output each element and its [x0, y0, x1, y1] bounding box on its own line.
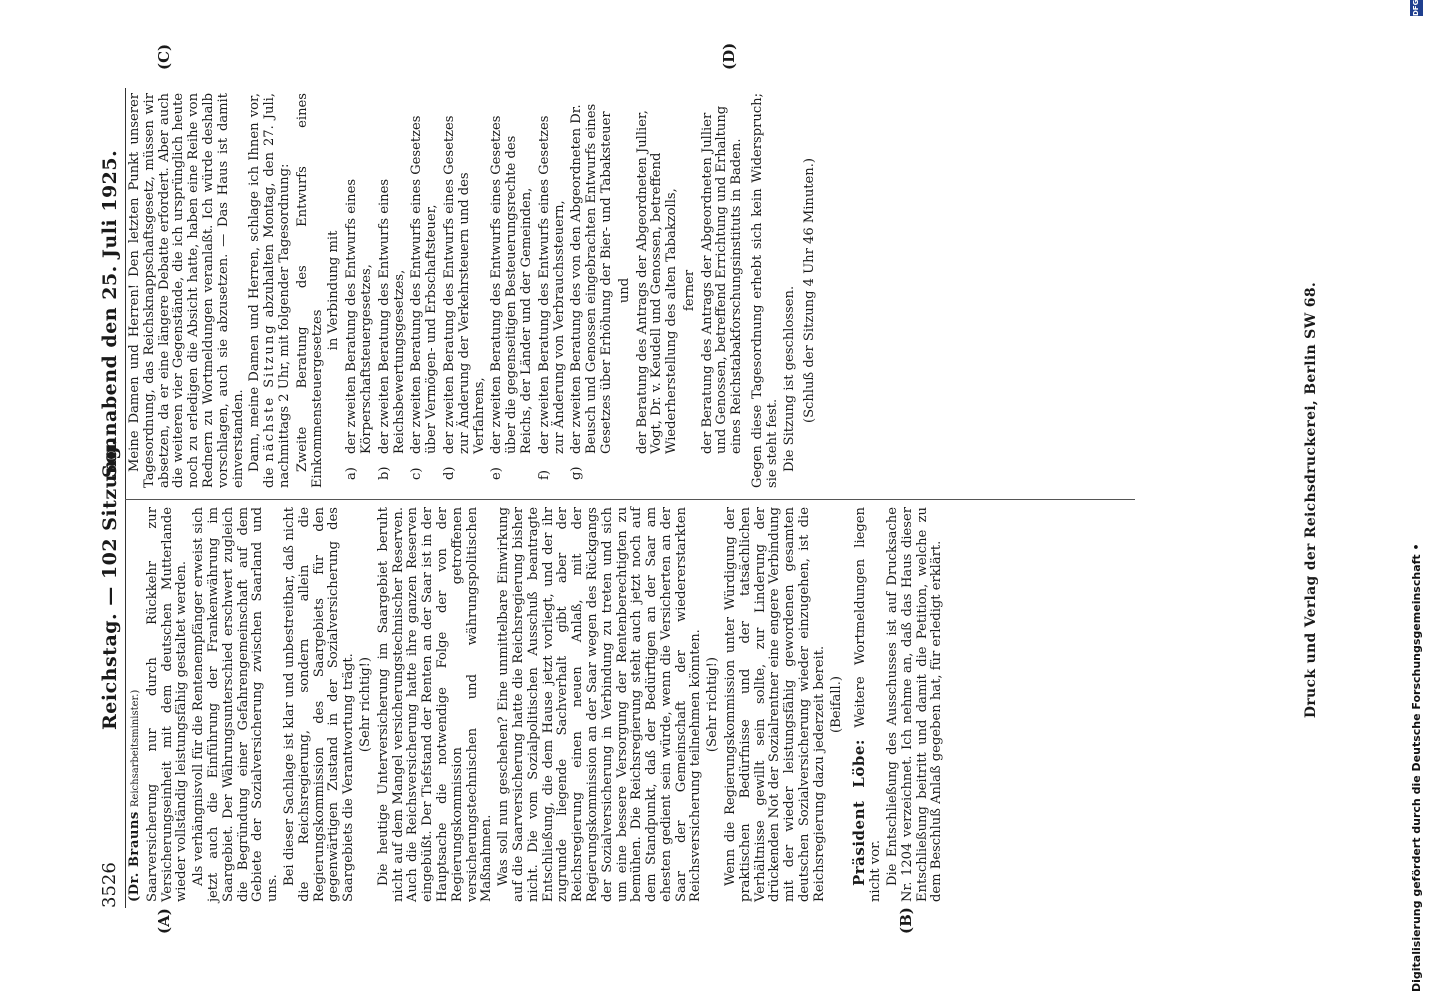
dfg-logo: DFG	[1410, 0, 1423, 16]
running-title: Reichstag. — 102 Sitzung.	[99, 438, 121, 730]
agenda-item-text: der zweiten Beratung des Entwurfs eines Gesetzes zur Änderung von Verbrauchssteuern,	[536, 115, 567, 454]
president-remark	[852, 507, 884, 902]
agenda-item	[570, 93, 614, 488]
agenda-item	[378, 93, 408, 488]
next-session-paragraph	[248, 93, 292, 488]
paragraph: Meine Damen und Herren! Den letzten Punkt unserer Tagesordnung, das Reichsknappschaftsgesetz, müssen wir absetzen, da er eine längere Debatte erfordert. Aber auch die weiteren vier Gegenstände, die ich ursprünglich heute noch zu erledigen die Absicht hatte, haben eine Reihe von Rednern zu Wortmeldungen veranlaßt. Ich würde deshalb vorschlagen, auch sie abzusetzen. — Das Haus ist damit einverstanden.	[127, 93, 246, 488]
agenda-item-marker: f)	[536, 470, 552, 480]
agenda-items	[345, 93, 615, 488]
agenda-item-text: der zweiten Beratung des Entwurfs eines Gesetzes über Vermögen- und Erbschaftsteuer,	[409, 115, 440, 454]
text-run: abzuhalten Montag, den 27. Juli, nachmittags 2 Uhr, mit folgender Tagesordnung:	[262, 92, 292, 488]
agenda-item-marker: d)	[441, 466, 457, 480]
president-name: Präsident Löbe:	[850, 739, 869, 886]
margin-mark-b: (B)	[897, 907, 915, 934]
paragraph: Bei dieser Sachlage ist klar und unbestreitbar, daß nicht die Reichsregierung, sondern allein die Regierungskommission des Saargebiets für den gegenwärtigen Zustand in der Sozialversicherung des Saargebiets die Verantwortung trägt.	[281, 507, 357, 902]
agenda-item-marker: b)	[376, 466, 392, 480]
margin-mark-c: (C)	[155, 43, 173, 70]
agenda	[296, 93, 745, 488]
agenda-extra: der Beratung des Antrags der Abgeordneten Jullier, Vogt, Dr. v. Keudell und Genossen, betreffend Wiederherstellung des alten Tabakzolls,	[634, 110, 680, 454]
agenda-item-text: der zweiten Beratung des Entwurfs eines Körperschaftsteuergesetzes,	[344, 178, 374, 454]
page-number: 3526	[99, 862, 120, 908]
interjection: (Sehr richtig!)	[705, 656, 721, 753]
session-date: Sonnabend den 25. Juli 1925.	[99, 149, 121, 478]
speaker-role: Reichsarbeitsminister.)	[130, 689, 141, 808]
agenda-item-text: der zweiten Beratung des Entwurfs eines Gesetzes zur Änderung der Verkehrsteuern und des Verfahrens,	[441, 115, 487, 454]
margin-mark-a: (A)	[155, 908, 173, 934]
agenda-item	[345, 93, 375, 488]
header-rule	[125, 88, 126, 908]
paragraph: Die heutige Unterversicherung im Saargebiet beruht nicht auf dem Mangel versicherungstechnischer Reserven. Auch die Reichsversicherung hatte ihre ganzen Reserven eingebüßt. Der Tiefstand der Renten an der Saar ist in der Hauptsache die notwendige Folge der von der Regierungskommission getroffenen versicherungstechnischen und währungspolitischen Maßnahmen.	[375, 507, 495, 902]
paragraph: Wenn die Regierungskommission unter Würdigung der praktischen Bedürfnisse und der tatsächlichen Verhältnisse gewillt sein sollte, zur Linderung der drückenden Not der Sozialrentner eine engere Verbindung mit der wieder leistungsfähig gewordenen gesamten deutschen Sozialversicherung wieder einzugehen, ist die Reichsregierung dazu jederzeit bereit.	[723, 507, 827, 902]
printer-imprint: Druck und Verlag der Reichsdruckerei, Berlin SW 68.	[1303, 281, 1319, 719]
agenda-item-marker: g)	[569, 466, 585, 480]
agenda-and: und	[616, 277, 632, 304]
agenda-link: in Verbindung mit	[326, 230, 342, 351]
agenda-item-text: der zweiten Beratung des von den Abgeordneten Dr. Beusch und Genossen eingebrachten Entwurfs eines Gesetzes über Erhöhung der Bier- und Tabaksteuer	[569, 103, 614, 454]
digitization-note: Digitalisierung gefördert durch die Deutsche Forschungsgemeinschaft •	[1410, 543, 1423, 992]
agenda-item	[538, 93, 568, 488]
paragraph: Die Entschließung des Ausschusses ist auf Drucksache Nr. 1204 verzeichnet. Ich nehme an, daß das Haus dieser Entschließung beitritt und damit die Petition, welche zu dem Beschluß Anlaß gegeben hat, für erledigt erklärt.	[885, 507, 945, 902]
paragraph: Was soll nun geschehen? Eine unmittelbare Einwirkung auf die Saarversicherung hatte die Reichsregierung bisher nicht. Die vom Sozialpolitischen Ausschuß beantragte Entschließung, die dem Hause jetzt vorliegt, und der ihr zugrunde liegende Sachverhalt gibt aber der Reichsregierung einen neuen Anlaß, mit der Regierungskommission an der Saar wegen des Rückgangs der Sozialversicherung in Verbindung zu treten und sich um eine bessere Versorgung der Rentenberechtigten zu bemühen. Die Reichsregierung steht auch jetzt noch auf dem Standpunkt, daß der Bedürftigen an der Saar am ehesten gedient sein würde, wenn die Versicherten an der Saar der Gemeinschaft der wiedererstarkten Reichsversicherung teilnehmen könnten.	[496, 507, 704, 902]
paragraph: Saarversicherung nur durch Rückkehr zur Versicherungseinheit mit dem deutschen Mutterlande wieder vollständig leistungsfähig gestaltet werden.	[144, 507, 190, 902]
agenda-item	[410, 93, 440, 488]
paragraph: Gegen diese Tagesordnung erhebt sich kein Widerspruch; sie steht fest.	[750, 93, 780, 488]
agenda-item-marker: a)	[344, 467, 360, 480]
agenda-item	[443, 93, 487, 488]
margin-mark-d: (D)	[720, 42, 738, 70]
agenda-further: ferner	[681, 269, 697, 312]
agenda-intro: Zweite Beratung des Entwurfs eines Einkommensteuergesetzes	[294, 93, 325, 488]
interjection: (Sehr richtig!)	[357, 656, 373, 753]
left-column	[128, 507, 1138, 902]
right-column	[128, 93, 1138, 488]
speaker-name: (Dr. Brauns	[127, 811, 142, 902]
president-text: Weitere Wortmeldungen liegen nicht vor.	[853, 507, 884, 902]
column-divider	[125, 499, 1135, 500]
agenda-item	[490, 93, 534, 488]
agenda-item-marker: c)	[409, 467, 425, 480]
paragraph: Die Sitzung ist geschlossen.	[781, 285, 797, 472]
paragraph: Als verhängnisvoll für die Rentenempfänger erweist sich jetzt auch die Einführung der Frankenwährung im Saargebiet. Der Währungsunterschied erschwert zugleich die Begründung einer Gefahrengemeinschaft auf dem Gebiete der Sozialversicherung zwischen Saarland und uns.	[191, 507, 281, 902]
agenda-item-text: der zweiten Beratung des Entwurfs eines Gesetzes über die gegenseitigen Besteuerungsrechte des Reichs, der Länder und der Gemeinden,	[489, 115, 534, 454]
agenda-item-text: der zweiten Beratung des Entwurfs eines Reichsbewertungsgesetzes,	[376, 178, 407, 454]
next-session-emphasis: nächste Sitzung	[262, 323, 278, 462]
agenda-extra: der Beratung des Antrags der Abgeordneten Jullier und Genossen, betreffend Errichtung und Erhaltung eines Reichstabakforschungsinstituts in Baden.	[699, 105, 745, 454]
text-run: Dann, meine Damen und Herren, schlage ich Ihnen vor, die	[247, 93, 278, 488]
speaker-line	[128, 507, 144, 902]
interjection: (Beifall.)	[828, 676, 844, 733]
agenda-item-marker: e)	[489, 467, 505, 480]
closing-note: (Schluß der Sitzung 4 Uhr 46 Minuten.)	[802, 157, 818, 424]
